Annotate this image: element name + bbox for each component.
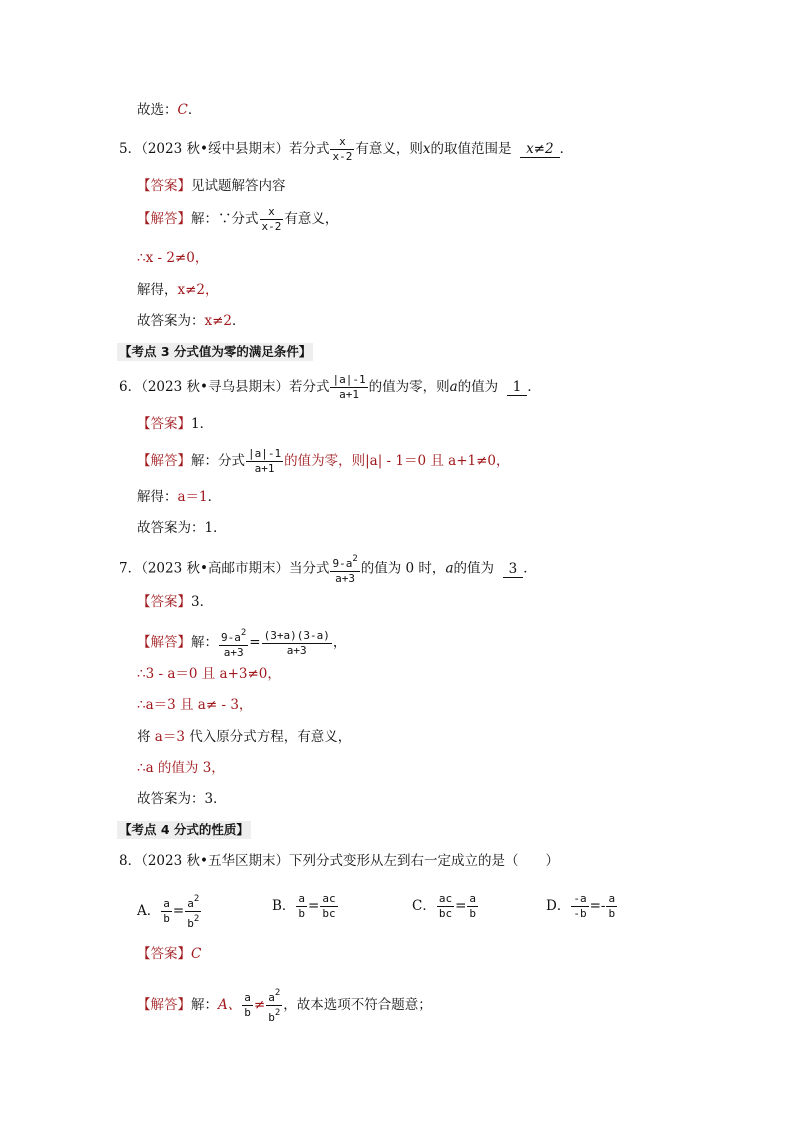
fraction [330, 553, 359, 585]
question-number: 7． [119, 560, 142, 577]
q7-step-1: ∴3 - a＝0 且 a+3≠0， [137, 666, 281, 682]
text: a＝3 [154, 729, 185, 745]
text: = [455, 898, 467, 914]
denominator: b [298, 907, 306, 920]
denominator-text: b [268, 1011, 275, 1024]
fraction [467, 893, 478, 920]
option-label: C． [412, 898, 436, 914]
fraction [242, 992, 253, 1019]
text: 解： [191, 997, 218, 1013]
answer-blank: 3 [503, 561, 524, 578]
conclusion-line: 故选：C． [137, 102, 202, 118]
text: A、 [218, 997, 242, 1013]
option-label: A． [137, 903, 161, 919]
option-c [412, 893, 479, 920]
numerator: ac [438, 892, 453, 905]
q6-solution [137, 448, 510, 475]
fraction [330, 374, 367, 401]
variable: a [445, 560, 454, 577]
denominator: x-2 [261, 220, 282, 233]
answer-text: 见试题解答内容 [191, 178, 286, 194]
question-source: （2023 秋•寻乌县期末）若分式 [141, 379, 330, 395]
variable: x [422, 141, 431, 157]
numerator [185, 893, 201, 912]
text: 有意义，则 [355, 141, 423, 157]
text: 的值为 [453, 560, 494, 577]
q5-step-2 [137, 280, 219, 300]
fraction [266, 987, 282, 1024]
text: 的值为 [457, 379, 499, 395]
q5-solution [137, 206, 338, 233]
denominator: a+3 [223, 646, 244, 659]
option-a [137, 893, 202, 930]
fraction [606, 893, 617, 920]
numerator: a [608, 892, 616, 905]
answer-text: C [191, 946, 202, 962]
denominator: -b [573, 907, 587, 920]
question-number: 8． [119, 853, 142, 869]
denominator: b [608, 907, 616, 920]
numerator: -a [573, 892, 587, 905]
numerator: a [244, 991, 251, 1004]
text: ． [207, 489, 222, 505]
fraction [219, 627, 248, 659]
q6-step-1 [137, 487, 221, 507]
numerator: x [330, 136, 354, 150]
solution-tag: 【解答】 [137, 997, 191, 1013]
text: x≠2， [177, 282, 219, 298]
text: ． [523, 560, 537, 577]
text: 故答案为： [137, 313, 205, 329]
answer-tag: 【答案】 [137, 594, 191, 610]
denominator: a+1 [254, 462, 275, 475]
question-number: 6． [119, 379, 142, 395]
solution-tag: 【解答】 [137, 634, 191, 651]
question-source: （2023 秋•高邮市期末）当分式 [141, 560, 330, 577]
denominator: a+3 [335, 572, 356, 585]
answer-tag: 【答案】 [137, 416, 191, 432]
answer-blank: 1 [507, 379, 528, 396]
text: ， [332, 634, 347, 651]
question-source: （2023 秋•五华区期末）下列分式变形从左到右一定成立的是（ ） [141, 853, 559, 869]
fraction [185, 893, 201, 930]
text: 的取值范围是 [430, 141, 512, 157]
question-5 [119, 136, 573, 163]
question-8 [119, 851, 559, 871]
text: ，故本选项不符合题意； [283, 997, 432, 1013]
answer-tag: 【答案】 [137, 946, 191, 962]
exponent: 2 [193, 914, 200, 924]
text: 的值为零，则 [368, 379, 450, 395]
exponent: 2 [352, 554, 358, 564]
fraction [296, 893, 307, 920]
text: - [600, 898, 606, 914]
text: ． [527, 379, 541, 395]
numerator: a [469, 892, 477, 905]
numerator: |a|-1 [248, 447, 282, 460]
numerator-text: 9-a [332, 557, 353, 570]
fraction [260, 206, 284, 233]
text: = [249, 634, 261, 651]
question-source: （2023 秋•绥中县期末）若分式 [141, 141, 330, 157]
q7-step-3 [137, 727, 351, 747]
text: 故选： [137, 102, 178, 118]
fraction [161, 898, 172, 925]
option-label: D． [546, 898, 571, 914]
answer-blank: x≠2 [520, 141, 560, 158]
question-6 [119, 374, 541, 401]
numerator: a [163, 897, 170, 910]
option-b [272, 893, 339, 920]
q7-step-2: ∴a＝3 且 a≠ - 3， [137, 697, 253, 713]
question-number: 5． [119, 141, 142, 157]
q8-answer [137, 944, 201, 964]
q7-answer [137, 592, 213, 612]
answer-text: 3． [191, 594, 214, 610]
exponent: 2 [274, 988, 281, 998]
fraction [437, 893, 454, 920]
text: 代入原分式方程，有意义， [184, 729, 352, 745]
q7-step-5: 故答案为：3． [137, 791, 227, 807]
exponent: 2 [193, 894, 200, 904]
denominator: x-2 [332, 150, 353, 163]
q8-solution [137, 987, 432, 1024]
q5-answer [137, 176, 286, 196]
numerator [330, 553, 359, 572]
q7-step-4: ∴a 的值为 3， [137, 760, 225, 776]
choice: C [177, 102, 188, 118]
denominator: a+1 [339, 388, 359, 401]
text: x≠2 [204, 313, 233, 329]
fraction [320, 893, 337, 920]
text: 解： [191, 634, 218, 651]
exponent: 2 [274, 1008, 281, 1018]
q6-answer [137, 414, 213, 434]
fraction [330, 136, 354, 163]
fraction [246, 448, 283, 475]
text: ≠ [253, 997, 266, 1013]
text: = [589, 898, 601, 914]
text: 将 [137, 729, 155, 745]
section-heading-4: 【考点 4 分式的性质】 [119, 822, 249, 837]
numerator: a [298, 892, 306, 905]
text: 解：∵分式 [191, 211, 259, 227]
exponent: 2 [240, 628, 247, 638]
option-d [546, 893, 618, 920]
numerator-text: a [268, 991, 275, 1004]
text: ． [232, 313, 246, 329]
text: 解得， [137, 282, 178, 298]
fraction [571, 893, 588, 920]
variable: a [449, 379, 458, 395]
denominator: bc [438, 907, 453, 920]
denominator: bc [322, 907, 336, 920]
text: = [308, 898, 320, 914]
q6-step-2: 故答案为：1． [137, 520, 227, 536]
answer-tag: 【答案】 [137, 178, 191, 194]
denominator: b [469, 907, 477, 920]
option-label: B． [272, 898, 296, 914]
answer-text: 1． [191, 416, 214, 432]
text: 的值为零，则|a| - 1＝0 且 a+1≠0， [284, 453, 510, 469]
numerator-text: a [187, 897, 194, 910]
denominator-text: b [187, 917, 194, 930]
denominator [185, 912, 201, 930]
text: ． [559, 141, 574, 157]
text: a＝1 [177, 489, 208, 505]
text: 有意义， [284, 211, 339, 227]
text: 解得： [137, 489, 178, 505]
numerator [219, 627, 248, 646]
numerator: (3+a)(3-a) [263, 628, 330, 642]
section-heading-3: 【考点 3 分式值为零的满足条件】 [119, 344, 312, 359]
numerator [266, 987, 282, 1006]
q5-step-1: ∴x - 2≠0， [137, 250, 209, 266]
denominator [266, 1006, 282, 1024]
text: = [172, 903, 185, 919]
solution-tag: 【解答】 [137, 453, 191, 469]
denominator: a+3 [286, 643, 307, 657]
question-7 [119, 553, 537, 585]
text: 的值为 0 时， [360, 560, 446, 577]
q5-step-3 [137, 311, 246, 331]
numerator: ac [322, 892, 336, 905]
q7-solution [137, 627, 346, 659]
solution-tag: 【解答】 [137, 211, 191, 227]
text: 解：分式 [191, 453, 245, 469]
numerator: x [260, 206, 284, 220]
denominator: b [163, 912, 170, 925]
numerator: |a|-1 [332, 373, 366, 386]
denominator: b [244, 1006, 251, 1019]
numerator-text: 9-a [221, 631, 241, 644]
fraction [262, 630, 332, 657]
